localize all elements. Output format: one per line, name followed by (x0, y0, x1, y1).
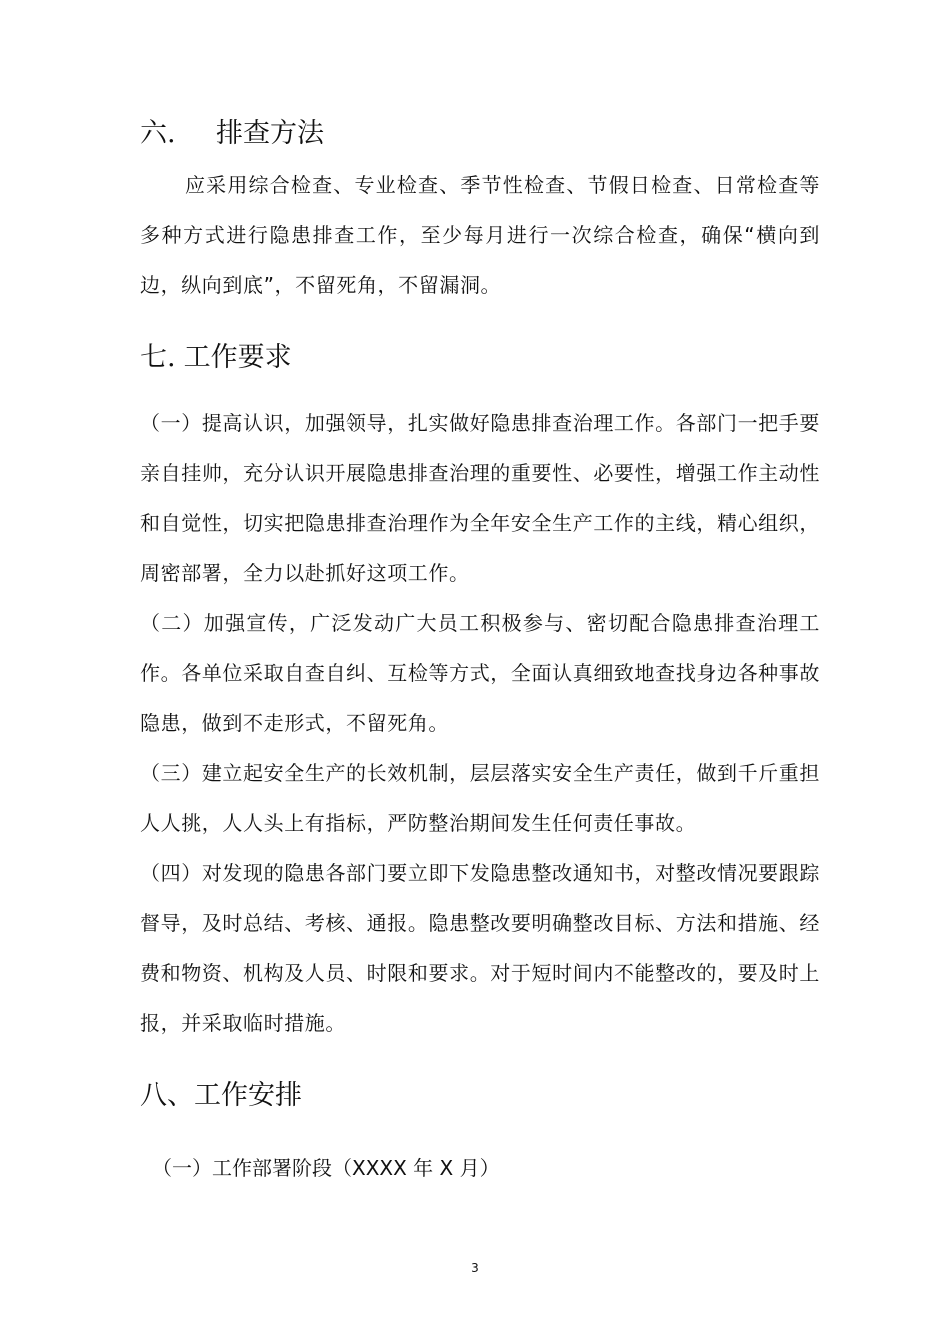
section-eight-heading (140, 1076, 302, 1116)
section-six-paragraph: 应采用综合检查、专业检查、季节性检查、节假日检查、日常检查等多种方式进行隐患排查工作，至少每月进行一次综合检查，确保“横向到边，纵向到底”，不留死角，不留漏洞。 (140, 173, 820, 297)
section-seven-title: 工作要求 (183, 342, 292, 373)
section-six-number: 六. (140, 118, 176, 149)
section-seven-heading (140, 338, 292, 378)
section-seven-number: 七. (140, 342, 176, 373)
section-eight-title: 工作安排 (194, 1080, 302, 1111)
requirement-item-3: （三）建立起安全生产的长效机制，层层落实安全生产责任，做到千斤重担人人挑，人人头上有指标，严防整治期间发生任何责任事故。 (140, 761, 820, 835)
requirement-item-4: （四）对发现的隐患各部门要立即下发隐患整改通知书，对整改情况要跟踪督导，及时总结、考核、通报。隐患整改要明确整改目标、方法和措施、经费和物资、机构及人员、时限和要求。对于短时间内不能整改的，要及时上报，并采取临时措施。 (140, 861, 820, 1035)
page-number: 3 (471, 1261, 479, 1275)
section-six-heading (140, 114, 324, 154)
requirement-item-2: （二）加强宣传，广泛发动广大员工积极参与、密切配合隐患排查治理工作。各单位采取自查自纠、互检等方式，全面认真细致地查找身边各种事故隐患，做到不走形式，不留死角。 (140, 611, 820, 735)
section-six-title: 排查方法 (216, 118, 324, 149)
section-eight-number: 八、 (140, 1080, 194, 1111)
requirement-item-1: （一）提高认识，加强领导，扎实做好隐患排查治理工作。各部门一把手要亲自挂帅，充分认识开展隐患排查治理的重要性、必要性，增强工作主动性和自觉性，切实把隐患排查治理作为全年安全生产工作的主线，精心组织，周密部署，全力以赴抓好这项工作。 (140, 411, 820, 585)
section-eight-subheading: （一）工作部署阶段（XXXX 年 X 月） (152, 1156, 500, 1180)
